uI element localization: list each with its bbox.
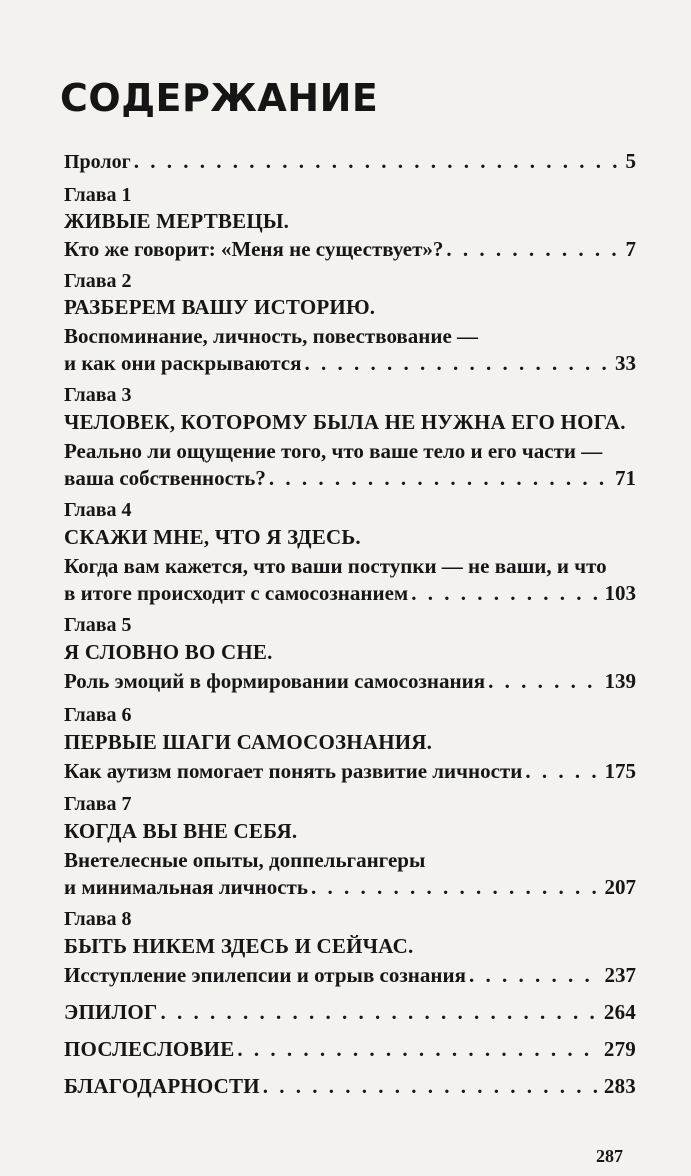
chapter-heading: БЫТЬ НИКЕМ ЗДЕСЬ И СЕЙЧАС. — [64, 934, 414, 958]
chapter-subtitle-entry — [64, 758, 636, 784]
toc-page-number: 7 — [625, 237, 636, 261]
toc-entry-label: Пролог — [64, 151, 131, 173]
toc-entry-prologue — [64, 148, 636, 175]
chapter-subtitle: Воспоминание, личность, повествование — — [64, 324, 479, 348]
leader-dots — [446, 236, 622, 262]
chapter-subtitle: Кто же говорит: «Меня не существует»? — [64, 237, 444, 261]
toc-entry-label: БЛАГОДАРНОСТИ — [64, 1074, 260, 1098]
toc-page-number: 283 — [603, 1074, 636, 1098]
leader-dots — [304, 350, 612, 376]
toc-page-number: 264 — [603, 1000, 636, 1024]
chapter-heading: ЧЕЛОВЕК, КОТОРОМУ БЫЛА НЕ НУЖНА ЕГО НОГА. — [64, 410, 626, 434]
chapter-subtitle-entry — [64, 236, 636, 262]
toc-page-number: 279 — [603, 1037, 636, 1061]
chapter-label: Глава 7 — [64, 793, 132, 815]
chapter-label: Глава 4 — [64, 499, 132, 521]
leader-dots — [411, 580, 601, 606]
chapter-subtitle-entry — [64, 465, 636, 491]
chapter-heading: ПЕРВЫЕ ШАГИ САМОСОЗНАНИЯ. — [64, 730, 433, 754]
chapter-subtitle: Роль эмоций в формировании самосознания — [64, 669, 486, 693]
chapter-heading: Я СЛОВНО ВО СНЕ. — [64, 640, 273, 664]
chapter-label: Глава 6 — [64, 704, 132, 726]
toc-entry-acknowledgements — [64, 1073, 636, 1099]
toc-page-number: 207 — [604, 875, 636, 899]
toc-page-number: 237 — [604, 963, 636, 987]
chapter-subtitle-entry — [64, 350, 636, 376]
chapter-label: Глава 3 — [64, 384, 132, 406]
leader-dots — [134, 148, 623, 174]
leader-dots — [469, 962, 602, 988]
toc-page-number: 103 — [604, 581, 636, 605]
toc-entry-label: ЭПИЛОГ — [64, 1000, 158, 1024]
toc-page-number: 175 — [604, 759, 636, 783]
chapter-subtitle: Исступление эпилепсии и отрыв сознания — [64, 963, 466, 987]
chapter-subtitle: Когда вам кажется, что ваши поступки — не ваши, и что — [64, 554, 607, 578]
chapter-subtitle: Как аутизм помогает понять развитие личности — [64, 759, 523, 783]
leader-dots — [263, 1073, 601, 1099]
toc-page-number: 139 — [604, 669, 636, 693]
chapter-subtitle: и минимальная личность — [64, 875, 308, 899]
toc-page-number: 71 — [615, 466, 636, 490]
chapter-heading: ЖИВЫЕ МЕРТВЕЦЫ. — [64, 209, 290, 233]
chapter-subtitle: и как они раскрываются — [64, 351, 302, 375]
chapter-heading: СКАЖИ МНЕ, ЧТО Я ЗДЕСЬ. — [64, 525, 361, 549]
leader-dots — [160, 999, 600, 1025]
toc-page-number: 33 — [615, 351, 636, 375]
chapter-subtitle: ваша собственность? — [64, 466, 266, 490]
toc-entry-afterword — [64, 1036, 636, 1062]
chapter-label: Глава 8 — [64, 908, 132, 930]
chapter-label: Глава 2 — [64, 270, 132, 292]
toc-entry-epilogue — [64, 999, 636, 1025]
leader-dots — [488, 668, 601, 694]
chapter-subtitle: Внетелесные опыты, доппельгангеры — [64, 848, 426, 872]
chapter-subtitle-entry — [64, 668, 636, 694]
toc-page-number: 5 — [625, 149, 636, 173]
leader-dots — [311, 874, 602, 900]
leader-dots — [237, 1036, 600, 1062]
chapter-label: Глава 1 — [64, 184, 132, 206]
chapter-label: Глава 5 — [64, 614, 132, 636]
leader-dots — [269, 465, 612, 491]
page-title: СОДЕРЖАНИЕ — [60, 76, 379, 120]
chapter-subtitle-entry — [64, 962, 636, 988]
page-number: 287 — [596, 1146, 623, 1166]
chapter-subtitle-entry — [64, 580, 636, 606]
chapter-subtitle-entry — [64, 874, 636, 900]
chapter-subtitle: в итоге происходит с самосознанием — [64, 581, 409, 605]
chapter-subtitle: Реально ли ощущение того, что ваше тело и его части — — [64, 439, 603, 463]
leader-dots — [525, 758, 601, 784]
chapter-heading: КОГДА ВЫ ВНЕ СЕБЯ. — [64, 819, 298, 843]
chapter-heading: РАЗБЕРЕМ ВАШУ ИСТОРИЮ. — [64, 295, 376, 319]
toc-entry-label: ПОСЛЕСЛОВИЕ — [64, 1037, 235, 1061]
